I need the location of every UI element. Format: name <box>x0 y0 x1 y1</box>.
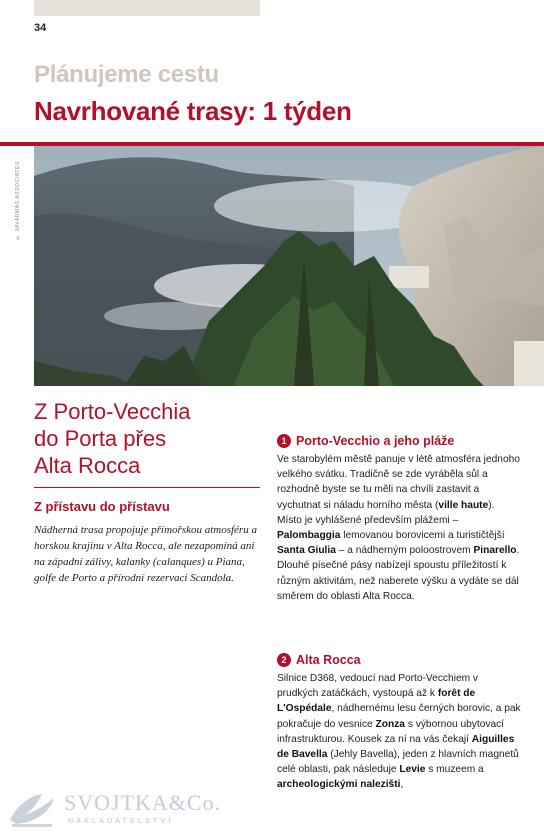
page-title: Navrhované trasy: 1 týden <box>34 96 352 126</box>
route-subhead: Z přístavu do přístavu <box>34 499 170 514</box>
body-highlight: Zonza <box>375 718 405 730</box>
body-highlight: Pinarello <box>473 545 517 557</box>
stop-title: Alta Rocca <box>296 653 361 667</box>
stop-heading <box>277 653 522 667</box>
body-highlight: archeologickými nalezišti <box>277 779 401 791</box>
mountain-landscape-photo <box>34 146 544 386</box>
stop-porto-vecchio <box>277 434 522 604</box>
body-text: Silnice D368, vedoucí nad Porto-Vecchiem v prudkých zatáčkách, vystoupá až k <box>277 673 479 700</box>
body-text: (Jehly Bavella), jeden z hlavních magnetů celé oblasti, pak následuje <box>277 749 519 776</box>
stop-title: Porto-Vecchio a jeho pláže <box>296 434 455 448</box>
stop-number-badge: 1 <box>277 434 291 448</box>
stop-body <box>277 671 522 793</box>
body-highlight: Palombaggia <box>277 530 341 542</box>
route-title-line: Z Porto-Vecchia <box>34 399 191 424</box>
body-highlight: ville haute <box>438 499 489 511</box>
body-text: , <box>400 779 404 791</box>
page-number: 34 <box>34 22 47 34</box>
body-text: s výbornou ubytovací infrastrukturou. Kousek za ní na vás čekají <box>277 718 505 745</box>
section-kicker: Plánujeme cestu <box>34 61 219 88</box>
route-title-line: Alta Rocca <box>34 453 141 478</box>
body-highlight: Aiguilles de Bavella <box>277 733 515 761</box>
body-text: Ve starobylém městě panuje v létě atmosféra jednoho velkého svátku. Tradičně se zde vyráběla sůl a rozhodně byste se tu měli na chvíli zastavit a vychutnat si náladu horního města ( <box>277 454 520 511</box>
route-title-line: do Porta přes <box>34 426 167 451</box>
stop-number-badge: 2 <box>277 653 291 667</box>
route-intro: Nádherná trasa propojuje přímořskou atmosféru a horskou krajinu v Alta Rocca, ale nezapomíná ani na západní zálivy, kalanky (calanques) u Piana, golfe de Porto a přírodní rezervaci Scandola. <box>34 524 257 584</box>
publisher-name: SVOJTKA&Co. <box>64 790 222 815</box>
bird-logo-icon <box>8 790 58 828</box>
body-text: ). Místo je vyhlášené především plážemi – <box>277 499 495 526</box>
body-text: . Dlouhé písečné pásy nabízejí spoustu příležitostí k různým aktivitám, než naberete výšku a vydáte se dál směrem do oblasti Alta Rocca. <box>277 545 520 602</box>
stop-alta-rocca <box>277 653 522 793</box>
route-divider <box>34 487 260 488</box>
publisher-subtitle: NAKLADATELSTVÍ <box>68 818 174 825</box>
route-title <box>34 398 264 479</box>
body-highlight: Levie <box>399 764 426 776</box>
top-tab-bar <box>34 0 260 16</box>
stop-body <box>277 452 522 604</box>
publisher-watermark <box>6 788 226 834</box>
body-text: – a nádherným poloostrovem <box>335 545 474 557</box>
photo-credit: © JAVARMAS ASSOCIATES <box>15 161 21 240</box>
body-highlight: Santa Giulia <box>277 545 336 557</box>
body-text: , nádhernému lesu černých borovic, a pak pokračuje do vesnice <box>277 703 521 730</box>
stop-heading <box>277 434 522 448</box>
body-text: lemovanou borovicemi a turističtější <box>340 530 505 542</box>
body-text: s muzeem a <box>425 764 484 776</box>
body-highlight: forêt de L'Ospédale <box>277 688 476 715</box>
